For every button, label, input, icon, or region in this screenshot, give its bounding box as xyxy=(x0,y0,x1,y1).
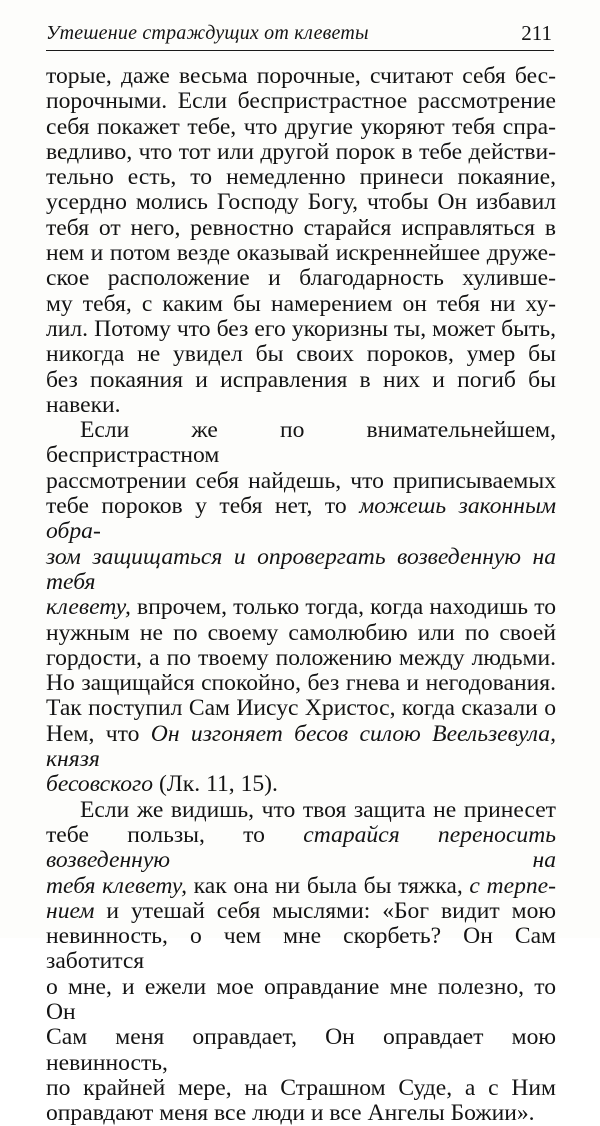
text-line: гордости, а по твоему положению между людьми. xyxy=(46,644,556,671)
italic-run: бесовского xyxy=(46,771,154,798)
italic-run: Он изгоняет бесов силою Веельзевула, князя xyxy=(46,720,556,773)
text-line: Если же видишь, что твоя защита не принесет xyxy=(80,796,556,823)
italic-run: зом защищаться и опровергать возведенную на тебя xyxy=(46,543,556,595)
italic-run: с терпе- xyxy=(469,872,556,899)
text-line: оправдают меня все люди и все Ангелы Божии». xyxy=(46,1100,535,1126)
text-line: Так поступил Сам Иисус Христос, когда сказали о xyxy=(46,695,556,722)
text-run: как она ни была бы тяжка, xyxy=(187,872,470,899)
text-line xyxy=(46,874,556,899)
text-line: тельно есть, то немедленно принеси покаяние, xyxy=(46,164,556,191)
paragraph-3 xyxy=(46,798,556,1126)
text-run: тебе пользы, то xyxy=(46,821,304,848)
text-line: тебя от него, ревностно старайся исправляться в xyxy=(46,214,556,241)
text-line: торые, даже весьма порочные, считают себя бес- xyxy=(46,63,556,89)
text-line: нужным не по своему самолюбию или по своей xyxy=(46,619,556,646)
text-line: себя покажет тебе, что другие укоряют тебя спра- xyxy=(46,113,556,140)
text-line xyxy=(46,823,556,874)
italic-run: можешь законным обра- xyxy=(46,493,556,545)
text-line xyxy=(46,545,556,596)
text-line: Но защищайся спокойно, без гнева и негодования. xyxy=(46,670,556,697)
text-line: о мне, и ежели мое оправдание мне полезно, то Он xyxy=(46,973,556,1025)
paragraph-2 xyxy=(46,418,556,797)
text-line: нем и потом везде оказывай искреннейшее друже- xyxy=(46,240,556,267)
text-run: впрочем, только тогда, когда находишь то xyxy=(130,594,556,621)
text-line: лил. Потому что без его укоризны ты, может быть, xyxy=(46,315,556,342)
text-line: усердно молись Господу Богу, чтобы Он избавил xyxy=(46,189,556,216)
text-line: невинность, о чем мне скорбеть? Он Сам заботится xyxy=(46,923,556,975)
text-line xyxy=(46,722,556,773)
page-header xyxy=(46,20,554,51)
text-line: Сам меня оправдает, Он оправдает мою невинность, xyxy=(46,1024,556,1076)
text-line xyxy=(46,494,556,545)
text-line: порочными. Если беспристрастное рассмотрение xyxy=(46,88,556,115)
page-number: 211 xyxy=(521,21,552,45)
text-run: (Лк. 11, 15). xyxy=(153,771,278,798)
text-run: и утешай себя мыслями: «Бог видит мою xyxy=(94,897,556,924)
text-line: ведливо, что тот или другой порок в тебе действи- xyxy=(46,138,556,165)
running-title: Утешение страждущих от клеветы xyxy=(46,22,369,44)
text-line: ское расположение и благодарность хулившe- xyxy=(46,265,556,292)
text-line: никогда не увидел бы своих пороков, умер бы xyxy=(46,341,556,368)
italic-run: старайся переносить возведенную на xyxy=(46,821,556,874)
page-body xyxy=(46,64,556,1126)
text-run: Нем, что xyxy=(46,720,151,747)
italic-run: тебя клевету, xyxy=(46,872,188,899)
text-line xyxy=(46,899,556,924)
text-line: му тебя, с каким бы намерением он тебя ни ху- xyxy=(46,290,556,317)
paragraph-1 xyxy=(46,64,556,418)
text-line: Если же по внимательнейшем, беспристрастном xyxy=(46,417,556,469)
text-line: по крайней мере, на Страшном Суде, а с Ним xyxy=(46,1074,556,1101)
text-line xyxy=(46,595,556,620)
text-run: тебе пороков у тебя нет, то xyxy=(46,493,360,520)
text-line: без покаяния и исправления в них и погиб бы xyxy=(46,366,556,393)
text-line xyxy=(46,772,556,797)
italic-run: клевету, xyxy=(46,594,131,621)
text-line: рассмотрении себя найдешь, что приписываемых xyxy=(46,467,556,494)
text-line: навеки. xyxy=(46,391,121,418)
italic-run: нием xyxy=(46,897,95,924)
